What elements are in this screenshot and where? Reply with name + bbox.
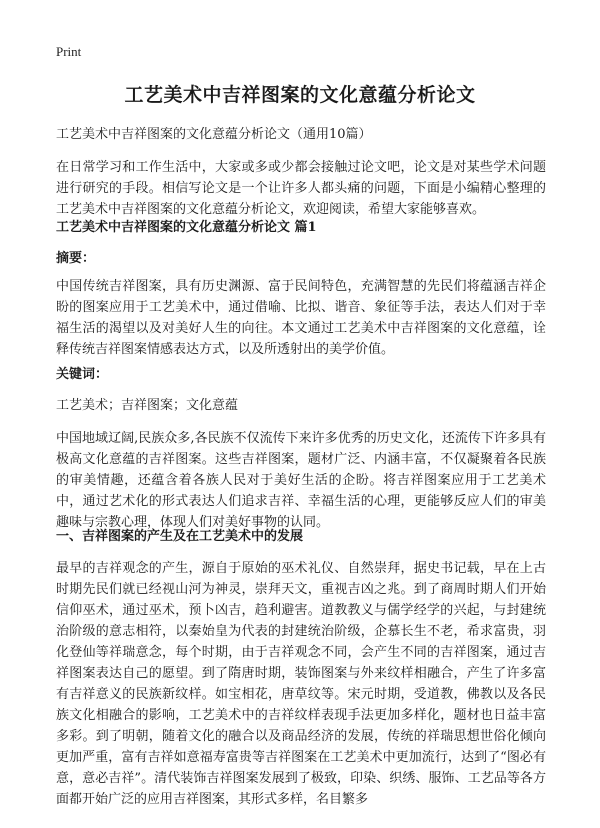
article-heading: 工艺美术中吉祥图案的文化意蕴分析论文 篇1	[56, 220, 317, 235]
body-paragraph: 中国地域辽阔,民族众多,各民族不仅流传下来许多优秀的历史文化，还流传下许多具有极高文化意蕴的吉祥图案。这些吉祥图案，题材广泛、内涵丰富，不仅凝聚着各民族的审美情趣，还蕴含着各族人民对于美好生活的企盼。将吉祥图案应用于工艺美术中，通过艺术化的形式表达人们追求吉祥、幸福生活的心理，更能够反应人们的审美趣味与宗教心理，体现人们对美好事物的认同。	[56, 431, 546, 530]
document-title: 工艺美术中吉祥图案的文化意蕴分析论文	[124, 84, 476, 106]
section-paragraph-1: 最早的吉祥观念的产生，源自于原始的巫术礼仪、自然崇拜，据史书记载，早在上古时期先民们就已经视山河为神灵，崇拜天文，重视吉凶之兆。到了商周时期人们开始信仰巫术，通过巫术，预卜凶吉，趋利避害。道教教义与儒学经学的兴起，与封建统治阶级的意志相符，以秦始皇为代表的封建统治阶级，企慕长生不老，希求富贵，羽化登仙等祥瑞意念，每个时期，由于吉祥观念不同，会产生不同的吉祥图案，通过吉祥图案表达自己的愿望。到了隋唐时期，装饰图案与外来纹样相融合，产生了许多富有吉祥意义的民族新纹样。如宝相花，唐草纹等。宋元时期，受道教，佛教以及各民族文化相融合的影响，工艺美术中的吉祥纹样表现手法更加多样化，题材也日益丰富多彩。到了明朝，随着文化的融合以及商品经济的发展，传统的祥瑞思想世俗化倾向更加严重，富有吉祥如意福寿富贵等吉祥图案在工艺美术中更加流行，达到了“图必有意，意必吉祥”。清代装饰吉祥图案发展到了极致，印染、织绣、服饰、工艺品等各方面都开始广泛的应用吉祥图案，其形式多样，名目繁多	[56, 561, 546, 807]
intro-paragraph: 在日常学习和工作生活中，大家或多或少都会接触过论文吧，论文是对某些学术问题进行研究的手段。相信写论文是一个让许多人都头痛的问题，下面是小编精心整理的工艺美术中吉祥图案的文化意蕴分析论文，欢迎阅读，希望大家能够喜欢。	[56, 160, 546, 217]
abstract-paragraph: 中国传统吉祥图案，具有历史渊源、富于民间特色，充满智慧的先民们将蕴涵吉祥企盼的图案应用于工艺美术中，通过借喻、比拟、谐音、象征等手法，表达人们对于幸福生活的渴望以及对美好人生的向往。本文通过工艺美术中吉祥图案的文化意蕴，诠释传统吉祥图案情感表达方式，以及所透射出的美学价值。	[56, 279, 546, 357]
document-subtitle: 工艺美术中吉祥图案的文化意蕴分析论文（通用10篇）	[56, 127, 372, 142]
keywords-text: 工艺美术；吉祥图案；文化意蕴	[56, 398, 239, 413]
print-link[interactable]: Print	[56, 44, 82, 59]
section-heading-1: 一、吉祥图案的产生及在工艺美术中的发展	[56, 529, 304, 544]
abstract-label: 摘要：	[56, 251, 96, 266]
keywords-label: 关键词：	[56, 367, 109, 382]
